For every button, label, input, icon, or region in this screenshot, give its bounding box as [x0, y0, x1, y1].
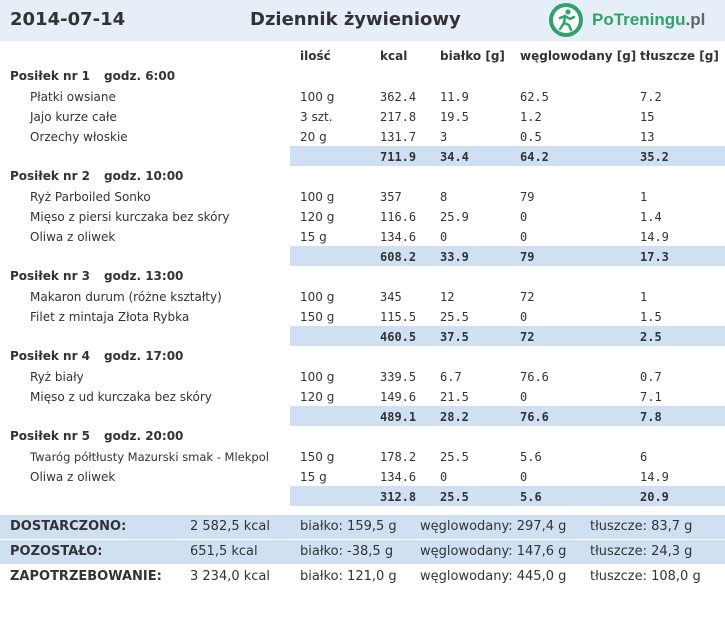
food-row[interactable]	[0, 366, 725, 386]
total-carbs: 72	[520, 330, 535, 344]
food-name: Płatki owsiane	[30, 90, 116, 104]
food-qty: 100 g	[300, 290, 335, 304]
food-kcal: 131.7	[380, 130, 417, 144]
total-kcal: 312.8	[380, 490, 417, 504]
col-header-qty: ilość	[300, 49, 331, 63]
food-carbs: 0	[520, 230, 528, 244]
food-row[interactable]	[0, 106, 725, 126]
food-carbs: 0	[520, 470, 528, 484]
potreningu-logo[interactable]	[548, 2, 720, 38]
food-qty: 100 g	[300, 190, 335, 204]
page-title: Dziennik żywieniowy	[250, 9, 461, 30]
food-row[interactable]	[0, 226, 725, 246]
meal-time: godz. 20:00	[104, 429, 184, 443]
food-name: Twaróg półtłusty Mazurski smak - Mlekpol	[30, 450, 269, 464]
meal-time: godz. 13:00	[104, 269, 184, 283]
total-fat: 2.5	[640, 330, 662, 344]
food-row[interactable]	[0, 86, 725, 106]
food-fat: 13	[640, 130, 655, 144]
food-kcal: 345	[380, 290, 402, 304]
total-protein: 34.4	[440, 150, 469, 164]
meal-total-row	[290, 326, 725, 346]
summary-remaining	[0, 540, 725, 564]
meal-number: Posiłek nr 5	[10, 429, 91, 443]
food-row[interactable]	[0, 206, 725, 226]
total-carbs: 76.6	[520, 410, 549, 424]
total-protein: 25.5	[440, 490, 469, 504]
food-carbs: 72	[520, 290, 535, 304]
food-protein: 19.5	[440, 110, 469, 124]
summary-kcal: 651,5 kcal	[190, 544, 258, 559]
summary-fat: tłuszcze: 83,7 g	[590, 519, 693, 534]
summary-label: DOSTARCZONO:	[10, 519, 127, 534]
food-fat: 1.4	[640, 210, 662, 224]
food-fat: 14.9	[640, 230, 669, 244]
food-name: Ryż biały	[30, 370, 84, 384]
total-protein: 33.9	[440, 250, 469, 264]
food-protein: 0	[440, 230, 448, 244]
food-protein: 3	[440, 130, 448, 144]
food-carbs: 76.6	[520, 370, 549, 384]
summary-label: POZOSTAŁO:	[10, 544, 103, 559]
food-name: Oliwa z oliwek	[30, 230, 116, 244]
food-qty: 15 g	[300, 230, 327, 244]
meal-total-row	[290, 146, 725, 166]
food-qty: 150 g	[300, 310, 335, 324]
total-protein: 37.5	[440, 330, 469, 344]
food-row[interactable]	[0, 446, 725, 466]
col-header-kcal: kcal	[380, 49, 408, 63]
meal-total-row	[290, 486, 725, 506]
total-kcal: 460.5	[380, 330, 417, 344]
meal-number: Posiłek nr 4	[10, 349, 91, 363]
total-kcal: 711.9	[380, 150, 417, 164]
food-qty: 20 g	[300, 130, 327, 144]
summary-kcal: 2 582,5 kcal	[190, 519, 271, 534]
food-kcal: 115.5	[380, 310, 417, 324]
meal-time: godz. 17:00	[104, 349, 184, 363]
meal-title	[10, 69, 175, 83]
food-qty: 100 g	[300, 90, 335, 104]
food-qty: 3 szt.	[300, 110, 333, 124]
food-row[interactable]	[0, 466, 725, 486]
food-fat: 7.1	[640, 390, 662, 404]
summary-carbs: węglowodany: 147,6 g	[420, 544, 567, 559]
food-carbs: 0	[520, 210, 528, 224]
col-header-carbs: węglowodany [g]	[520, 49, 637, 63]
summary-fat: tłuszcze: 24,3 g	[590, 544, 693, 559]
total-carbs: 5.6	[520, 490, 542, 504]
food-name: Jajo kurze całe	[30, 110, 117, 124]
food-row[interactable]	[0, 306, 725, 326]
meal-number: Posiłek nr 3	[10, 269, 91, 283]
food-fat: 7.2	[640, 90, 662, 104]
food-qty: 100 g	[300, 370, 335, 384]
food-fat: 14.9	[640, 470, 669, 484]
summary-kcal: 3 234,0 kcal	[190, 569, 271, 584]
food-qty: 150 g	[300, 450, 335, 464]
logo-text-suffix: .pl	[685, 10, 706, 29]
food-row[interactable]	[0, 186, 725, 206]
food-kcal: 116.6	[380, 210, 417, 224]
meal-total-row	[290, 406, 725, 426]
total-kcal: 608.2	[380, 250, 417, 264]
summary-requirement	[0, 565, 725, 589]
food-name: Orzechy włoskie	[30, 130, 128, 144]
col-header-protein: białko [g]	[440, 49, 505, 63]
logo-text	[592, 10, 705, 30]
total-fat: 20.9	[640, 490, 669, 504]
meal-title	[10, 429, 183, 443]
food-row[interactable]	[0, 286, 725, 306]
food-fat: 1	[640, 290, 648, 304]
summary-protein: białko: 159,5 g	[300, 519, 397, 534]
food-carbs: 5.6	[520, 450, 542, 464]
page-header	[0, 0, 725, 41]
food-row[interactable]	[0, 126, 725, 146]
food-kcal: 178.2	[380, 450, 417, 464]
food-name: Mięso z piersi kurczaka bez skóry	[30, 210, 230, 224]
summary-protein: białko: 121,0 g	[300, 569, 397, 584]
summary-carbs: węglowodany: 445,0 g	[420, 569, 567, 584]
summary-delivered	[0, 515, 725, 539]
food-protein: 25.5	[440, 450, 469, 464]
food-qty: 120 g	[300, 210, 335, 224]
food-fat: 6	[640, 450, 648, 464]
food-fat: 1	[640, 190, 648, 204]
total-fat: 35.2	[640, 150, 669, 164]
logo-text-main: PoTreningu	[592, 10, 686, 29]
total-fat: 17.3	[640, 250, 669, 264]
food-protein: 0	[440, 470, 448, 484]
food-kcal: 134.6	[380, 230, 417, 244]
meal-title	[10, 349, 183, 363]
food-row[interactable]	[0, 386, 725, 406]
food-carbs: 62.5	[520, 90, 549, 104]
food-fat: 0.7	[640, 370, 662, 384]
col-header-fat: tłuszcze [g]	[640, 49, 719, 63]
food-kcal: 362.4	[380, 90, 417, 104]
meal-number: Posiłek nr 1	[10, 69, 91, 83]
food-kcal: 134.6	[380, 470, 417, 484]
food-fat: 15	[640, 110, 655, 124]
total-protein: 28.2	[440, 410, 469, 424]
food-protein: 21.5	[440, 390, 469, 404]
runner-logo-icon	[548, 2, 584, 38]
meal-time: godz. 10:00	[104, 169, 184, 183]
meal-number: Posiłek nr 2	[10, 169, 91, 183]
food-carbs: 0	[520, 390, 528, 404]
food-qty: 15 g	[300, 470, 327, 484]
food-protein: 25.5	[440, 310, 469, 324]
food-carbs: 0	[520, 310, 528, 324]
food-name: Makaron durum (różne kształty)	[30, 290, 222, 304]
food-carbs: 79	[520, 190, 535, 204]
food-name: Ryż Parboiled Sonko	[30, 190, 151, 204]
meal-time: godz. 6:00	[104, 69, 176, 83]
summary-fat: tłuszcze: 108,0 g	[590, 569, 701, 584]
food-name: Oliwa z oliwek	[30, 470, 116, 484]
food-protein: 11.9	[440, 90, 469, 104]
food-kcal: 357	[380, 190, 402, 204]
meal-total-row	[290, 246, 725, 266]
food-fat: 1.5	[640, 310, 662, 324]
food-protein: 8	[440, 190, 448, 204]
food-protein: 25.9	[440, 210, 469, 224]
summary-protein: białko: -38,5 g	[300, 544, 394, 559]
meal-title	[10, 169, 183, 183]
food-carbs: 0.5	[520, 130, 542, 144]
food-kcal: 217.8	[380, 110, 417, 124]
summary-carbs: węglowodany: 297,4 g	[420, 519, 567, 534]
food-kcal: 149.6	[380, 390, 417, 404]
food-protein: 6.7	[440, 370, 462, 384]
total-kcal: 489.1	[380, 410, 417, 424]
food-carbs: 1.2	[520, 110, 542, 124]
total-fat: 7.8	[640, 410, 662, 424]
summary-label: ZAPOTRZEBOWANIE:	[10, 569, 162, 584]
diary-date: 2014-07-14	[10, 9, 126, 30]
food-protein: 12	[440, 290, 455, 304]
meal-title	[10, 269, 183, 283]
food-name: Filet z mintaja Złota Rybka	[30, 310, 190, 324]
food-kcal: 339.5	[380, 370, 417, 384]
total-carbs: 64.2	[520, 150, 549, 164]
food-name: Mięso z ud kurczaka bez skóry	[30, 390, 212, 404]
total-carbs: 79	[520, 250, 535, 264]
food-qty: 120 g	[300, 390, 335, 404]
